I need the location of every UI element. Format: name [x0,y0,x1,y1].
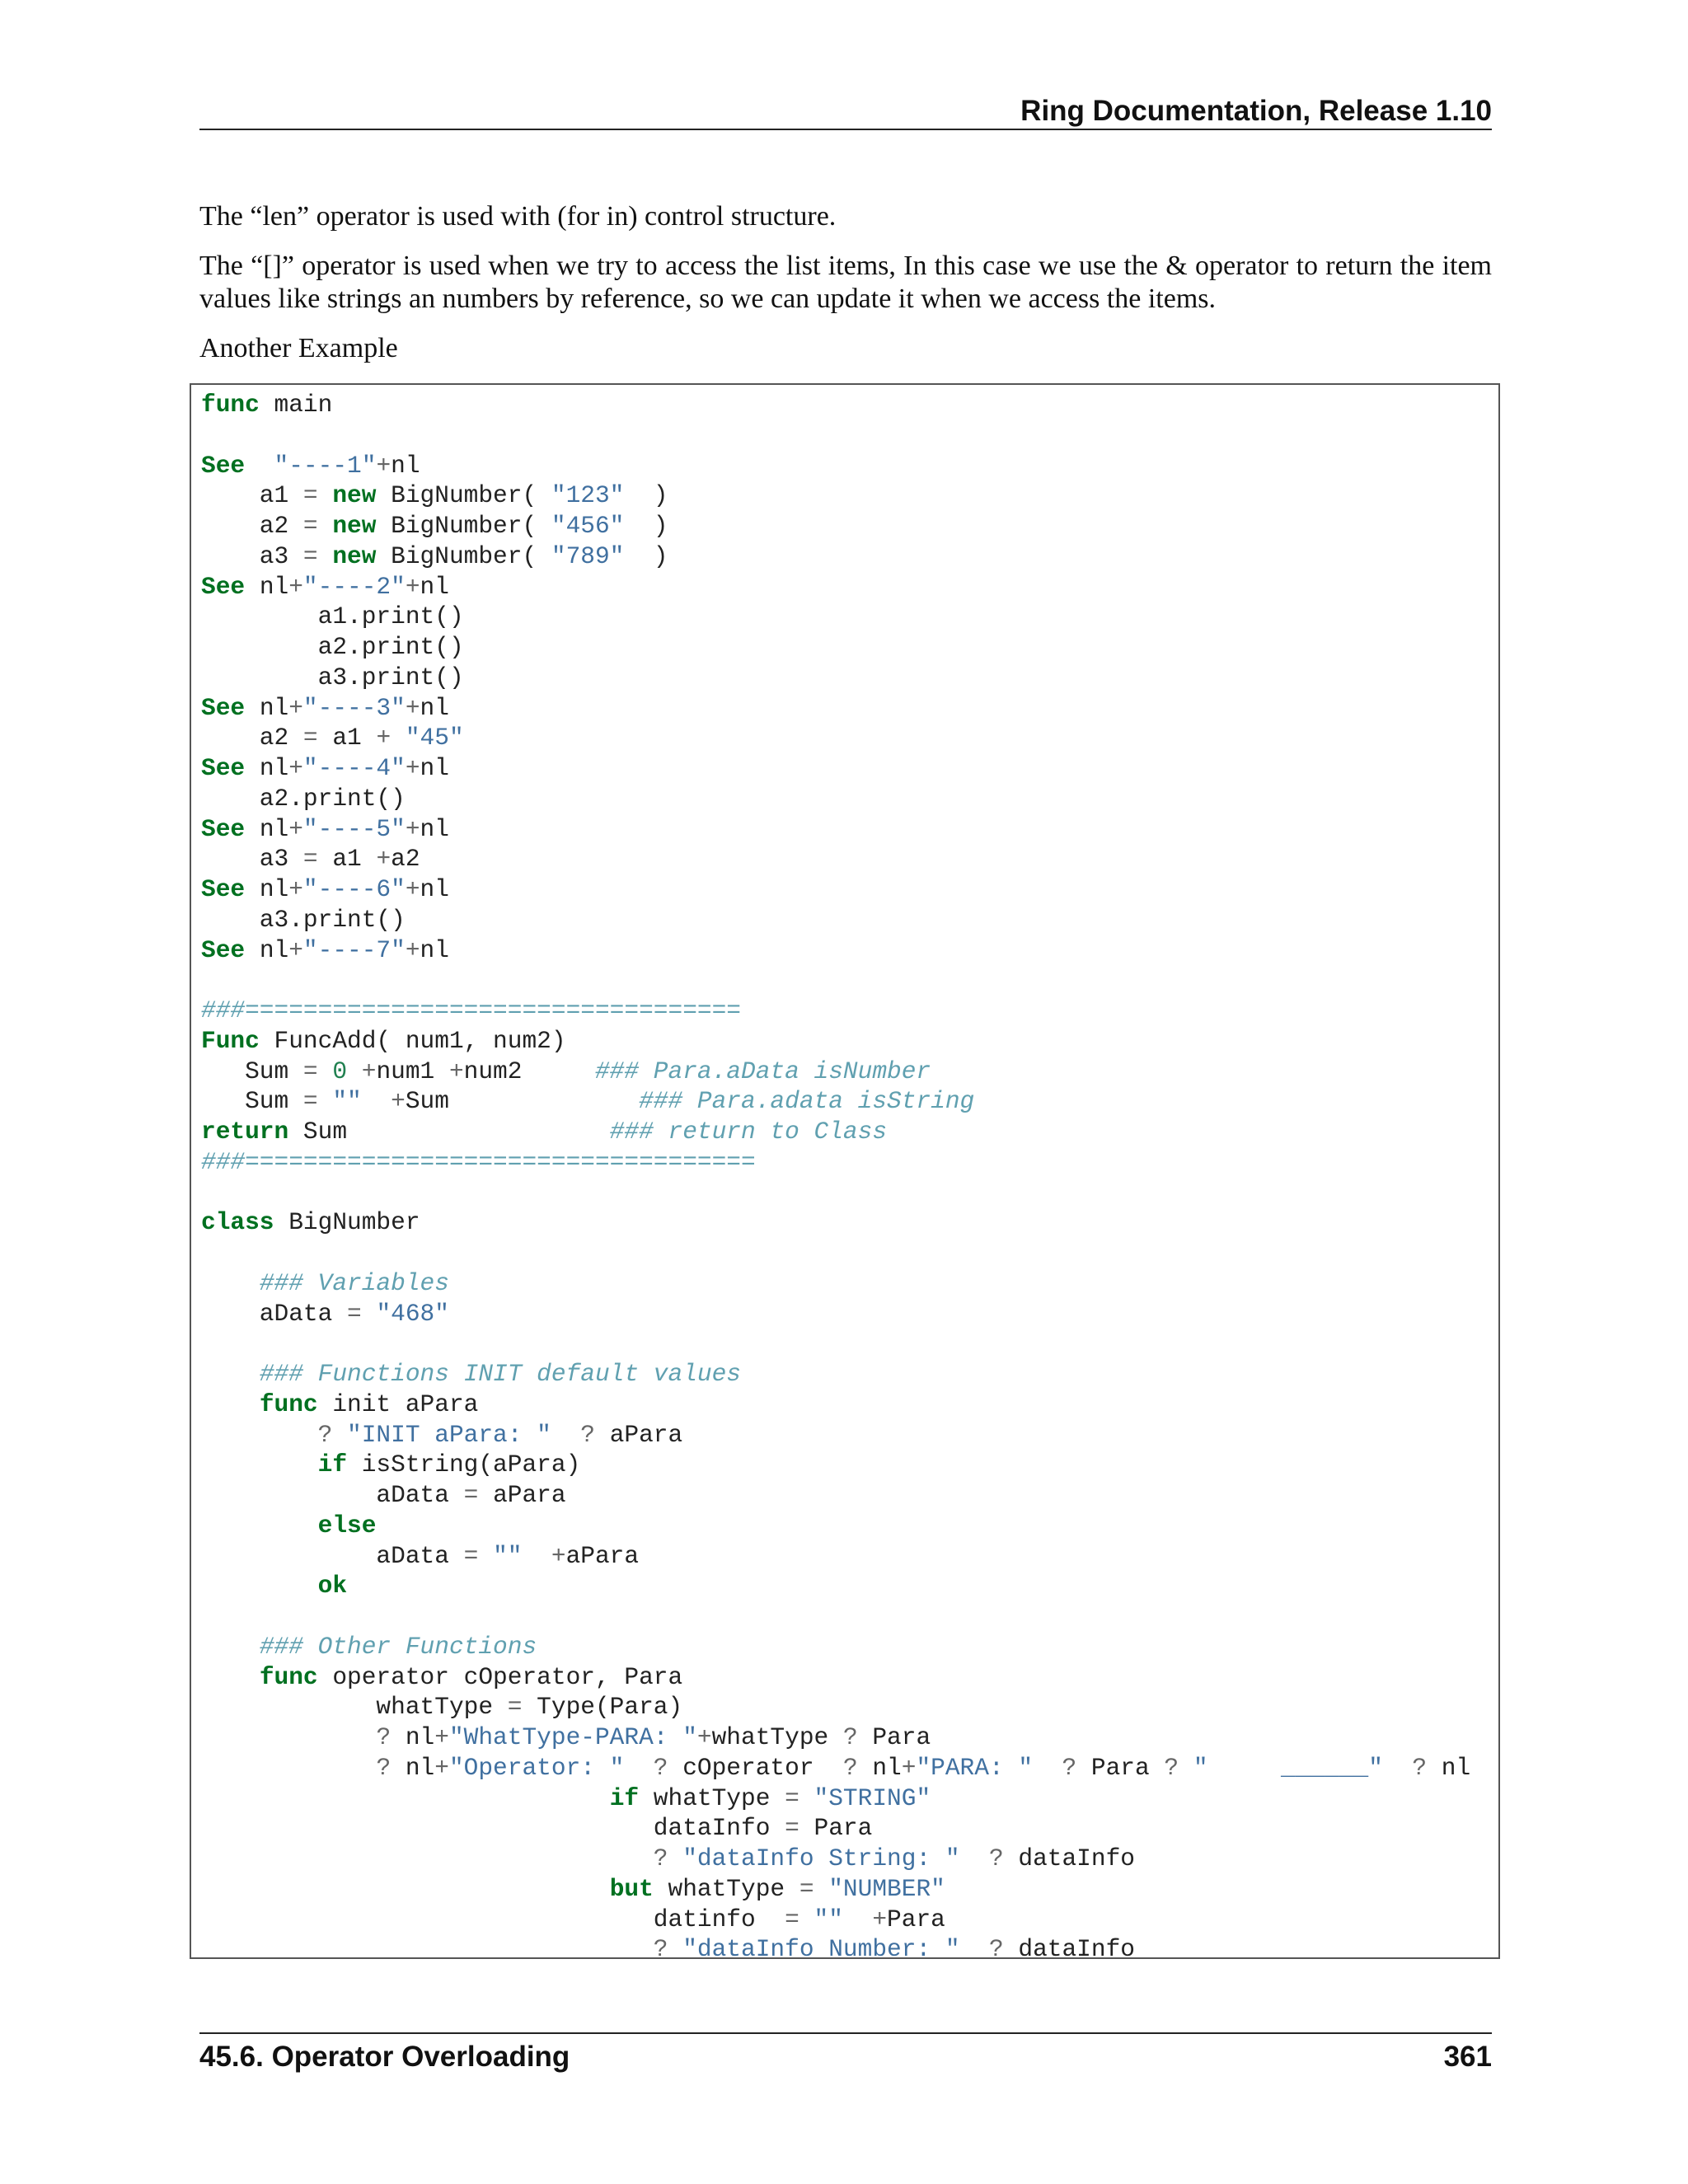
code-text: BigNumber( [391,481,551,510]
code-text: a2.print() [201,784,406,813]
code-text: Sum [405,1087,640,1116]
code-text: BigNumber( [391,512,551,540]
code-string: "----5" [302,814,406,843]
code-operator: ? [653,1844,668,1872]
code-text: a2 [201,512,303,540]
code-operator: + [376,724,392,752]
footer-page-number: 361 [1443,2041,1492,2073]
code-string: "468" [376,1299,449,1328]
code-text: nl [420,814,449,843]
code-operator: ? [1164,1753,1179,1782]
code-operator: ? [988,1935,1004,1959]
code-line [201,1844,1135,1872]
code-string: "INIT aPara: " [347,1420,551,1449]
code-keyword: func [259,1662,318,1691]
code-operator: + [696,1723,712,1751]
code-keyword: See [201,875,246,903]
code-block [190,383,1500,1959]
page-footer [199,2032,1492,2082]
code-line [201,1663,682,1691]
code-text: a3 [201,541,303,570]
code-string: "----3" [302,693,406,722]
code-string: "----4" [302,754,406,782]
code-operator: = [799,1874,814,1903]
code-text: aPara [565,1541,640,1570]
code-line [201,1905,945,1933]
code-operator: + [405,693,420,722]
code-operator: = [302,481,318,510]
code-operator: = [302,724,318,752]
code-string: "123" [551,481,625,510]
code-text [201,1633,260,1661]
code-text [201,1511,318,1540]
code-text: whatType [711,1723,843,1751]
code-line [201,754,449,782]
paragraph-len-operator: The “len” operator is used with (for in) control structure. [199,201,837,232]
code-text: a3.print() [201,905,406,934]
page-header [199,92,1492,130]
code-line [201,512,668,540]
code-operator: = [463,1481,479,1509]
code-line [201,1208,420,1236]
code-operator: = [785,1814,799,1843]
code-operator: + [391,1087,406,1116]
code-text: aData [201,1481,464,1509]
code-text: nl [420,935,449,964]
code-text: nl [420,572,449,601]
code-text: aPara [493,1481,566,1509]
code-line [201,1754,1470,1782]
code-text: whatType [653,1783,785,1812]
code-line [201,724,464,752]
code-text: Sum [201,1057,303,1085]
code-keyword: class [201,1208,274,1237]
code-operator: ? [653,1753,668,1782]
code-keyword: See [201,814,246,843]
code-line [201,542,668,570]
code-text: a1 [201,481,303,510]
code-operator: ? [580,1420,595,1449]
code-keyword: func [259,1390,318,1418]
code-text: FuncAdd( num1, num2) [274,1026,566,1055]
code-keyword: See [201,754,246,782]
code-text: nl [259,875,289,903]
code-operator: + [288,572,303,601]
code-text: a1.print() [201,602,464,631]
code-string: "----6" [302,875,406,903]
code-operator: + [405,875,420,903]
code-line [201,1057,931,1085]
code-line [201,1360,741,1388]
code-number: 0 [332,1057,348,1085]
code-text: a2 [201,724,303,752]
code-line [201,875,449,903]
code-text: a2 [391,845,420,874]
code-text: nl [259,572,289,601]
code-string: "Operator: " [448,1753,625,1782]
code-line [201,1572,347,1600]
code-line [201,391,332,419]
code-text: datinfo [201,1905,785,1933]
code-operator: + [288,935,303,964]
code-text: nl [872,1753,902,1782]
code-text [201,1663,260,1691]
code-comment: ###================================== [201,996,742,1024]
code-string: "----7" [302,935,406,964]
code-text: ) [624,481,668,510]
code-text: isString(aPara) [361,1451,581,1479]
code-operator: ? [376,1753,392,1782]
code-operator: + [405,814,420,843]
code-text: nl [391,451,420,480]
code-comment: ### Variables [259,1268,449,1297]
code-operator: ? [376,1723,392,1751]
code-text [201,1754,376,1782]
code-line [201,1542,639,1570]
code-string: "----2" [302,572,406,601]
code-listing [201,390,1470,1959]
code-keyword: ok [317,1572,348,1601]
code-operator: + [376,845,392,874]
code-operator: ? [653,1935,668,1959]
code-operator: = [347,1299,362,1328]
code-string: "789" [551,541,625,570]
code-text: Sum [201,1087,303,1116]
code-line [201,936,449,964]
paragraph-another-example: Another Example [199,333,398,363]
code-operator: + [405,572,420,601]
code-keyword: return [201,1118,289,1146]
code-operator: + [551,1541,566,1570]
code-line [201,452,420,480]
code-text: whatType [201,1693,508,1722]
code-string: "" [814,1905,843,1933]
code-line [201,815,449,843]
code-line [201,481,668,509]
code-text: Para [814,1814,873,1843]
code-text: a1 [332,845,377,874]
header-title: Ring Documentation, Release 1.10 [1020,95,1492,127]
code-operator: = [302,541,318,570]
code-text: BigNumber( [391,541,551,570]
code-line [201,845,420,873]
paragraph-index-operator: The “[]” operator is used when we try to access the list items, In this case we use the & operator to return the item values like strings an numbers by reference, so we can update it when we access the items. [199,251,1492,314]
code-text: nl [405,1753,435,1782]
code-text [201,1935,654,1959]
code-text: a1 [332,724,377,752]
code-comment: ###=================================== [201,1147,756,1176]
code-text: dataInfo [1018,1844,1135,1872]
code-keyword: Func [201,1026,260,1055]
code-text: Para [1090,1753,1165,1782]
code-text: a3 [201,845,303,874]
code-keyword: if [609,1783,640,1812]
code-operator: ? [842,1723,858,1751]
code-line [201,1633,537,1661]
footer-section-title: 45.6. Operator Overloading [199,2041,570,2073]
code-text: dataInfo [1018,1935,1135,1959]
code-operator: ? [1412,1753,1428,1782]
code-text [201,1844,654,1872]
code-line [201,1390,478,1418]
code-string: "45" [405,724,464,752]
code-operator: = [302,512,318,540]
code-operator: + [405,935,420,964]
code-string: "STRING" [814,1783,931,1812]
code-operator: = [302,845,318,874]
code-text: main [274,391,333,419]
code-line [201,1511,376,1540]
code-text [201,1421,318,1449]
code-operator: = [463,1541,479,1570]
code-line [201,1027,566,1055]
code-text: dataInfo [201,1814,785,1843]
code-operator: + [901,1753,917,1782]
code-operator: + [376,451,392,480]
code-text: nl [405,1723,435,1751]
code-keyword: See [201,693,246,722]
code-operator: ? [842,1753,858,1782]
code-text: nl [259,754,289,782]
code-line [201,1300,449,1328]
code-operator: = [302,1087,318,1116]
code-operator: + [288,875,303,903]
code-text: init aPara [332,1390,479,1418]
code-operator: + [434,1723,449,1751]
code-line [201,1784,931,1812]
code-keyword: but [609,1874,654,1903]
code-text: operator cOperator, Para [332,1662,683,1691]
code-line [201,663,464,691]
code-line [201,1481,566,1509]
code-operator: + [434,1753,449,1782]
code-text [201,1269,260,1297]
code-keyword: new [332,512,377,540]
code-text: aData [201,1299,348,1328]
code-text [201,1784,610,1812]
code-line [201,1875,945,1903]
code-line [201,1269,449,1297]
code-text [201,1875,610,1903]
code-string: "dataInfo String: " [682,1844,960,1872]
code-text: num2 [463,1057,595,1085]
code-text [201,1572,318,1600]
code-string: " ______" [1193,1753,1383,1782]
code-text: a3.print() [201,663,464,691]
code-operator: + [448,1057,464,1085]
code-line [201,633,464,661]
code-operator: + [288,814,303,843]
code-text [201,1360,260,1388]
code-string: "" [493,1541,523,1570]
code-text: nl [259,693,289,722]
code-text [201,1390,260,1418]
code-operator: + [405,754,420,782]
code-text: a2.print() [201,633,464,661]
code-string: "NUMBER" [828,1874,945,1903]
code-line [201,785,406,813]
code-line [201,602,464,630]
code-text: Sum [302,1118,610,1146]
code-text: aPara [609,1420,683,1449]
code-line [201,1814,872,1842]
code-text: nl [420,754,449,782]
code-keyword: new [332,481,377,510]
code-text: aData [201,1541,464,1570]
code-operator: = [785,1783,799,1812]
code-text: whatType [668,1874,799,1903]
code-operator: = [785,1905,799,1933]
code-line [201,996,741,1024]
code-text: Type(Para) [537,1693,683,1722]
code-operator: ? [1062,1753,1077,1782]
code-text: ) [624,541,668,570]
code-operator: ? [988,1844,1004,1872]
code-string: "dataInfo Number: " [682,1935,960,1959]
code-text: Para [872,1723,931,1751]
code-line [201,1118,887,1146]
code-line [201,694,449,722]
code-keyword: See [201,451,246,480]
code-keyword: See [201,935,246,964]
code-string: "PARA: " [916,1753,1034,1782]
code-keyword: func [201,391,260,419]
code-text: cOperator [682,1753,843,1782]
code-comment: ### Para.aData isNumber [594,1057,931,1085]
code-operator: = [507,1693,523,1722]
code-string: "WhatType-PARA: " [448,1723,697,1751]
code-operator: + [361,1057,377,1085]
code-operator: + [288,754,303,782]
code-text [201,1451,318,1479]
code-line [201,573,449,601]
code-line [201,1087,974,1115]
code-comment: ### Functions INIT default values [259,1360,742,1388]
code-text: nl [259,935,289,964]
code-comment: ### return to Class [609,1118,888,1146]
code-comment: ### Other Functions [259,1632,537,1661]
code-string: "456" [551,512,625,540]
code-text: num1 [376,1057,449,1085]
code-comment: ### Para.adata isString [639,1087,975,1116]
code-text [201,1723,376,1751]
code-text: nl [420,875,449,903]
code-line [201,1148,756,1176]
code-text: nl [1441,1753,1471,1782]
code-text: nl [420,693,449,722]
code-operator: = [302,1057,318,1085]
code-line [201,1693,682,1721]
code-text: BigNumber [288,1208,420,1237]
code-string: "" [332,1087,362,1116]
code-string: "----1" [274,451,377,480]
code-operator: ? [317,1420,333,1449]
code-keyword: new [332,541,377,570]
code-line [201,1421,682,1449]
code-keyword: See [201,572,246,601]
code-text: Para [887,1905,945,1933]
code-line [201,1451,580,1479]
code-operator: + [288,693,303,722]
code-text: nl [259,814,289,843]
code-text: ) [624,512,668,540]
code-line [201,1935,1135,1959]
code-keyword: if [317,1451,348,1479]
code-line [201,906,406,934]
code-line [201,1723,931,1751]
code-operator: + [872,1905,888,1933]
code-keyword: else [317,1511,377,1540]
